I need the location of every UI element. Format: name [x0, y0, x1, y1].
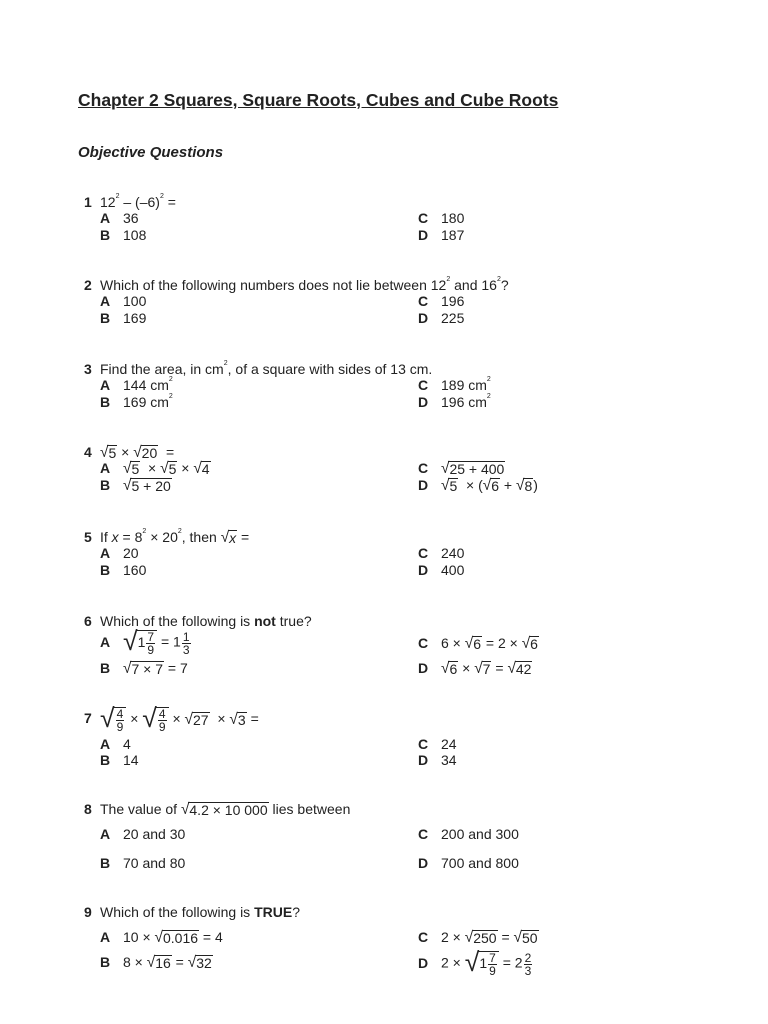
option-d[interactable]: [418, 394, 491, 410]
stem-text: ?: [500, 277, 509, 293]
question-stem: [100, 194, 176, 210]
exponent: 2: [486, 393, 491, 400]
stem-text: 12: [100, 194, 116, 210]
sqrt-expression: √ $\frac{4}{9}$: [100, 707, 126, 733]
question-number: 7: [84, 710, 92, 726]
sqrt-expression: √ x: [220, 529, 237, 547]
sqrt-expression: √ 5: [160, 460, 177, 478]
exponent: 2: [168, 393, 173, 400]
option-text: 100: [123, 293, 147, 309]
option-c[interactable]: [418, 826, 519, 842]
chapter-title: Chapter 2 Squares, Square Roots, Cubes and Cube Roots: [78, 90, 559, 110]
question-number: 4: [84, 444, 92, 460]
option-letter: B: [100, 227, 111, 243]
option-text: 108: [123, 227, 147, 243]
question-stem: √ $\frac{4}{9}$ × √ $\frac{4}{9}$ × √ 27 × √ 3 =: [100, 703, 259, 734]
option-letter: B: [100, 855, 111, 871]
option-letter: C: [418, 929, 429, 945]
question-number: 9: [84, 904, 92, 920]
option-text: 196 cm: [441, 394, 487, 410]
question-stem: If $x = 8^2 \times 20^2$, then √ x =: [100, 528, 250, 547]
sqrt-expression: √ 250: [464, 929, 497, 947]
option-d[interactable]: [418, 227, 464, 243]
sqrt-expression: √ 7: [474, 660, 491, 678]
option-a[interactable]: [100, 377, 173, 393]
option-letter: A: [100, 293, 111, 309]
option-text: 160: [123, 562, 147, 578]
exponent: 2: [496, 276, 501, 283]
option-b[interactable]: [100, 752, 139, 768]
option-letter: D: [418, 954, 429, 971]
question-number: 6: [84, 613, 92, 629]
option-letter: D: [418, 752, 429, 768]
option-letter: A: [100, 460, 111, 476]
option-b[interactable]: [100, 855, 185, 871]
question-stem: [100, 277, 509, 293]
stem-text: Find the area, in cm: [100, 361, 224, 377]
option-letter: B: [100, 394, 111, 410]
option-letter: B: [100, 310, 111, 326]
stem-text: Which of the following numbers does not lie between 12: [100, 277, 447, 293]
option-letter: C: [418, 635, 429, 651]
option-c[interactable]: [418, 460, 505, 477]
question-number: 3: [84, 361, 92, 377]
sqrt-expression: √ 5: [123, 460, 140, 478]
option-c[interactable]: [418, 377, 491, 393]
option-text: 24: [441, 736, 457, 752]
option-letter: D: [418, 227, 429, 243]
option-letter: C: [418, 377, 429, 393]
option-letter: D: [418, 562, 429, 578]
option-text: 225: [441, 310, 465, 326]
option-text: 189 cm: [441, 377, 487, 393]
option-letter: C: [418, 293, 429, 309]
sqrt-expression: √ 50: [513, 929, 538, 947]
question-number: 8: [84, 801, 92, 817]
sqrt-expression: √ 6: [441, 660, 458, 678]
option-text: 34: [441, 752, 457, 768]
option-c[interactable]: C 2 × √ 250 = √ 50: [418, 929, 538, 947]
option-text: 20: [123, 545, 139, 561]
sqrt-expression: √ 16: [146, 954, 171, 972]
option-letter: A: [100, 736, 111, 752]
exponent: 2: [223, 360, 228, 367]
option-d[interactable]: [418, 310, 464, 326]
question-number: 5: [84, 529, 92, 545]
option-text: 20 and 30: [123, 826, 186, 842]
exponent: 2: [159, 193, 164, 200]
sqrt-expression: √ 7 × 7: [123, 660, 163, 678]
option-a[interactable]: [100, 826, 185, 842]
option-a[interactable]: A √ 1 $\frac{7}{9}$ = 1 $\frac{1}{3}$: [100, 626, 190, 657]
option-c[interactable]: [418, 293, 464, 309]
section-subtitle: Objective Questions: [78, 144, 224, 161]
stem-text: – (–6): [119, 194, 160, 210]
option-letter: A: [100, 929, 111, 945]
option-a[interactable]: A 10 × √ 0.016 = 4: [100, 929, 223, 947]
option-d[interactable]: D 2 × √ 1 $\frac{7}{9}$ = 2 $\frac{2}{3}$: [418, 947, 532, 978]
option-text: 4: [123, 736, 131, 752]
option-letter: D: [418, 394, 429, 410]
option-letter: D: [418, 310, 429, 326]
sqrt-expression: √ 4: [193, 460, 210, 478]
question-stem: Which of the following is TRUE?: [100, 904, 300, 920]
option-b[interactable]: B 8 × √ 16 = √ 32: [100, 954, 212, 972]
option-a[interactable]: [100, 293, 146, 309]
option-b[interactable]: [100, 562, 146, 578]
sqrt-expression: √ 6: [464, 635, 481, 653]
option-letter: A: [100, 377, 111, 393]
option-letter: B: [100, 752, 111, 768]
sqrt-expression: √ 4.2 × 10 000: [180, 801, 268, 819]
sqrt-expression: √ 5 + 20: [123, 477, 171, 495]
sqrt-expression: √ 5: [100, 444, 117, 462]
stem-text: =: [163, 194, 176, 210]
exponent: 2: [115, 193, 120, 200]
option-letter: D: [418, 855, 429, 871]
sqrt-expression: √ 6: [482, 477, 500, 495]
option-text: 187: [441, 227, 465, 243]
option-text: 196: [441, 293, 465, 309]
option-letter: D: [418, 660, 429, 676]
option-c[interactable]: [418, 210, 464, 226]
sqrt-expression: √ 3: [229, 711, 246, 729]
option-letter: D: [418, 477, 429, 493]
option-letter: C: [418, 826, 429, 842]
sqrt-expression: √ 8: [516, 477, 533, 495]
exponent: 2: [446, 276, 451, 283]
option-letter: C: [418, 210, 429, 226]
option-letter: A: [100, 210, 111, 226]
exponent: 2: [168, 376, 173, 383]
stem-text: , of a square with sides of 13 cm.: [227, 361, 433, 377]
question-number: 2: [84, 277, 92, 293]
option-a[interactable]: A √ 5 × √ 5 × √ 4: [100, 460, 210, 478]
option-text: 169: [123, 310, 147, 326]
option-b[interactable]: [100, 227, 146, 243]
question-stem: The value of √ 4.2 × 10 000 lies between: [100, 801, 351, 819]
option-letter: B: [100, 562, 111, 578]
option-text: 200 and 300: [441, 826, 519, 842]
option-b[interactable]: [100, 310, 146, 326]
option-text: 144 cm: [123, 377, 169, 393]
sqrt-expression: √ 1 $\frac{7}{9}$: [465, 951, 499, 977]
option-letter: A: [100, 545, 111, 561]
exponent: 2: [486, 376, 491, 383]
option-b[interactable]: [100, 477, 172, 494]
sqrt-expression: √ 6: [521, 635, 538, 653]
option-c[interactable]: [418, 736, 457, 752]
option-text: 14: [123, 752, 139, 768]
option-letter: C: [418, 545, 429, 561]
sqrt-expression: √ 27: [184, 711, 209, 729]
sqrt-expression: √ 42: [507, 660, 532, 678]
option-text: 70 and 80: [123, 855, 186, 871]
option-letter: C: [418, 736, 429, 752]
option-text: 180: [441, 210, 465, 226]
option-letter: B: [100, 660, 111, 676]
option-letter: A: [100, 826, 111, 842]
option-c[interactable]: [418, 545, 464, 561]
sqrt-expression: √ 32: [187, 954, 212, 972]
sqrt-expression: √ 20: [133, 444, 158, 462]
question-number: 1: [84, 194, 92, 210]
option-b[interactable]: [100, 394, 173, 410]
option-text: 36: [123, 210, 139, 226]
question-stem: Which of the following is not true?: [100, 613, 312, 629]
sqrt-expression: √ 25 + 400: [441, 460, 505, 478]
option-text: 400: [441, 562, 465, 578]
sqrt-expression: √ 5: [441, 477, 458, 495]
option-d[interactable]: [418, 855, 519, 871]
option-letter: B: [100, 477, 111, 493]
sqrt-expression: √ $\frac{4}{9}$: [142, 707, 168, 733]
option-letter: C: [418, 460, 429, 476]
option-b[interactable]: B √ 7 × 7 = 7: [100, 660, 188, 678]
option-a[interactable]: [100, 545, 139, 561]
option-a[interactable]: [100, 736, 131, 752]
option-letter: A: [100, 633, 111, 650]
option-d[interactable]: [418, 562, 464, 578]
question-stem: [100, 361, 432, 377]
option-text: 240: [441, 545, 465, 561]
sqrt-expression: √ 0.016: [154, 929, 199, 947]
sqrt-expression: √ 1 $\frac{7}{9}$: [123, 630, 157, 656]
question-stem: √ 5 × √ 20 =: [100, 444, 175, 462]
option-text: 700 and 800: [441, 855, 519, 871]
option-d[interactable]: D √ 6 × √ 7 = √ 42: [418, 660, 532, 678]
stem-text: and 16: [450, 277, 497, 293]
option-text: 169 cm: [123, 394, 169, 410]
option-d[interactable]: D √ 5 × ( √ 6 + √ 8 ): [418, 477, 538, 495]
option-c[interactable]: C 6 × √ 6 = 2 × √ 6: [418, 635, 538, 653]
option-a[interactable]: [100, 210, 139, 226]
option-d[interactable]: [418, 752, 457, 768]
option-letter: B: [100, 954, 111, 970]
